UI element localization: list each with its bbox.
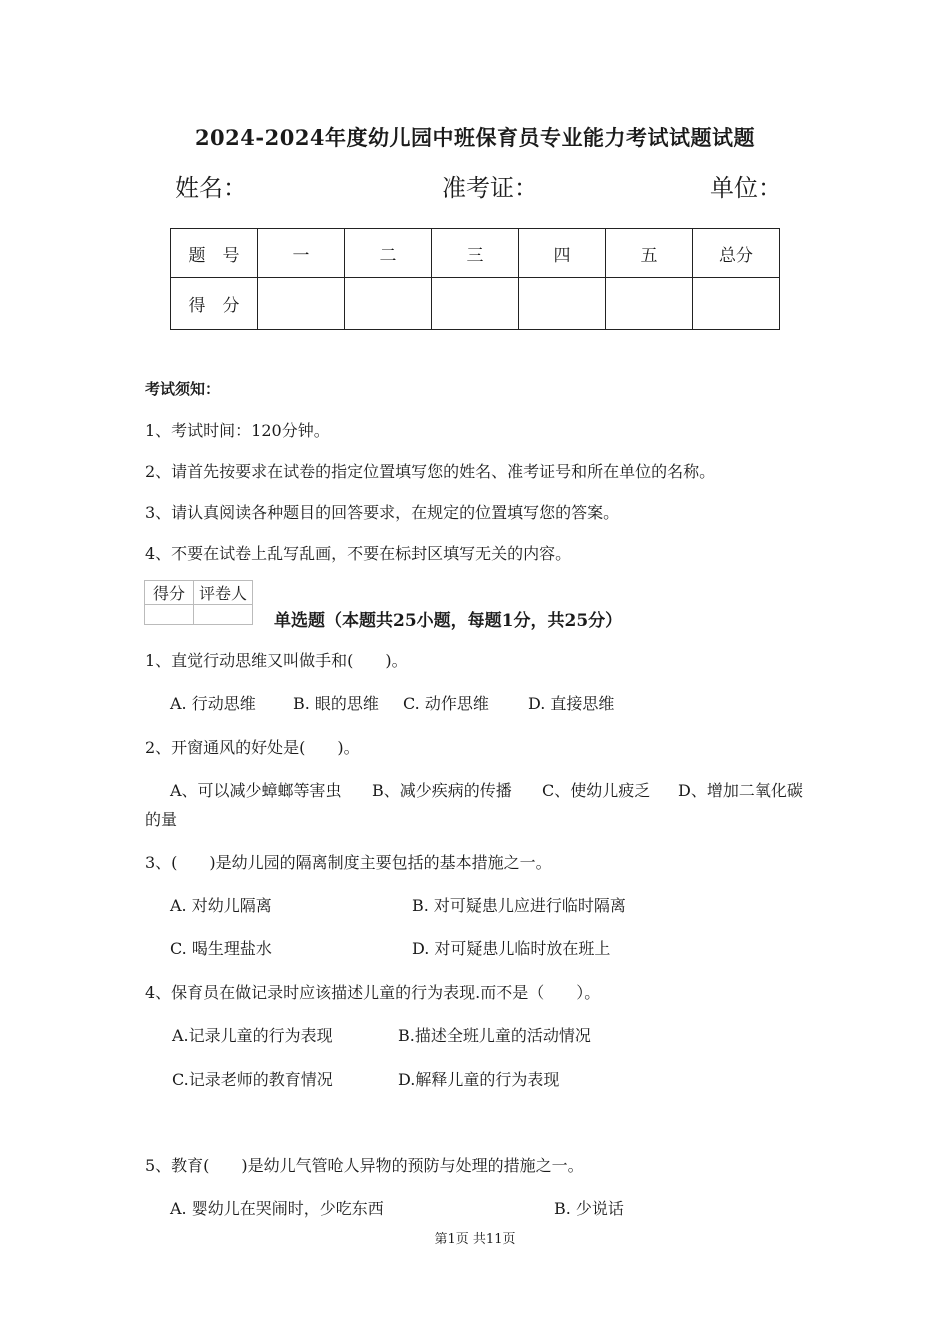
page-footer: 第1页 共11页 — [434, 1232, 516, 1247]
grader-name-cell — [194, 605, 253, 625]
question-option: B. 少说话 — [554, 1199, 624, 1218]
question-option: A. 行动思维 — [170, 694, 256, 713]
question-option: A. 婴幼儿在哭闹时，少吃东西 — [170, 1199, 384, 1218]
score-row-label: 得 分 — [171, 278, 258, 330]
score-cell — [432, 278, 519, 330]
score-col-1: 一 — [258, 229, 345, 278]
question-option: C.记录老师的教育情况 — [172, 1070, 333, 1089]
question-option: C. 动作思维 — [403, 694, 489, 713]
question-option-wrap: 的量 — [145, 810, 178, 829]
grader-score-label: 得分 — [145, 581, 194, 605]
notice-item: 3、请认真阅读各种题目的回答要求，在规定的位置填写您的答案。 — [145, 503, 620, 522]
question-option: A. 对幼儿隔离 — [170, 896, 272, 915]
section-title: 单选题（本题共25小题，每题1分，共25分） — [274, 611, 623, 631]
question-option: B、减少疾病的传播 — [372, 781, 512, 800]
exam-title: 2024-2024年度幼儿园中班保育员专业能力考试试题试题 — [194, 125, 756, 150]
question-option: D、增加二氧化碳 — [678, 781, 803, 800]
score-table — [170, 228, 780, 330]
score-cell — [519, 278, 606, 330]
grader-score-cell — [145, 605, 194, 625]
score-cell — [345, 278, 432, 330]
score-col-4: 四 — [519, 229, 606, 278]
unit-label: 单位： — [710, 174, 782, 202]
question-option: B. 对可疑患儿应进行临时隔离 — [412, 896, 626, 915]
exam-id-label: 准考证： — [442, 174, 538, 202]
score-cell — [606, 278, 693, 330]
question-stem: 5、教育( )是幼儿气管呛人异物的预防与处理的措施之一。 — [145, 1156, 584, 1175]
question-option: A.记录儿童的行为表现 — [172, 1026, 333, 1045]
question-stem: 2、开窗通风的好处是( )。 — [145, 738, 360, 757]
question-option: D. 对可疑患儿临时放在班上 — [412, 939, 611, 958]
question-stem: 4、保育员在做记录时应该描述儿童的行为表现.而不是（ ）。 — [145, 983, 601, 1002]
score-cell — [258, 278, 345, 330]
question-option: D.解释儿童的行为表现 — [398, 1070, 560, 1089]
question-stem: 1、直觉行动思维又叫做手和( )。 — [145, 651, 408, 670]
grader-box — [144, 580, 253, 625]
notice-heading: 考试须知： — [145, 380, 221, 398]
question-stem: 3、( )是幼儿园的隔离制度主要包括的基本措施之一。 — [145, 853, 552, 872]
score-cell — [693, 278, 780, 330]
score-header-label: 题 号 — [171, 229, 258, 278]
question-option: B. 眼的思维 — [293, 694, 379, 713]
score-col-3: 三 — [432, 229, 519, 278]
question-option: C、使幼儿疲乏 — [542, 781, 651, 800]
question-option: B.描述全班儿童的活动情况 — [398, 1026, 591, 1045]
notice-item: 4、不要在试卷上乱写乱画，不要在标封区填写无关的内容。 — [145, 544, 572, 563]
question-option: A、可以减少蟑螂等害虫 — [170, 781, 342, 800]
notice-item: 1、考试时间：120分钟。 — [145, 421, 330, 440]
score-col-total: 总分 — [693, 229, 780, 278]
grader-name-label: 评卷人 — [194, 581, 253, 605]
score-col-5: 五 — [606, 229, 693, 278]
question-option: C. 喝生理盐水 — [170, 939, 272, 958]
notice-item: 2、请首先按要求在试卷的指定位置填写您的姓名、准考证号和所在单位的名称。 — [145, 462, 716, 481]
name-label: 姓名： — [175, 174, 247, 202]
score-col-2: 二 — [345, 229, 432, 278]
question-option: D. 直接思维 — [528, 694, 615, 713]
